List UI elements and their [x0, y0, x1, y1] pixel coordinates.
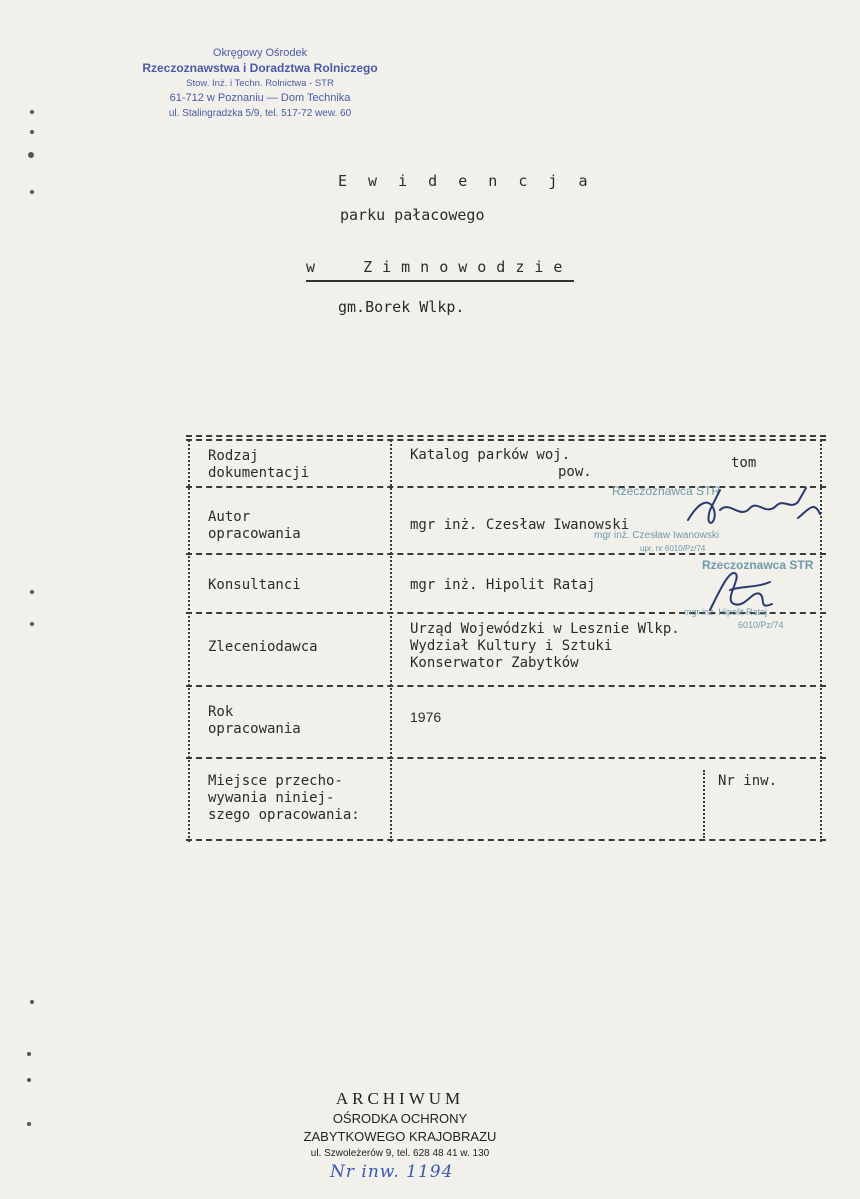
label-documentation-type: Rodzaj dokumentacji: [208, 448, 310, 481]
margin-mark: [27, 1078, 31, 1082]
stamp-line: Stow. Inż. i Techn. Rolnictwa - STR: [186, 78, 334, 89]
archive-stamp: [250, 1088, 550, 1162]
margin-mark: [30, 190, 34, 194]
archive-title: ARCHIWUM: [335, 1089, 465, 1108]
table-rule: [186, 839, 826, 841]
handwritten-inventory-number: Nr inw. 1194: [330, 1162, 454, 1182]
margin-mark: [30, 130, 34, 134]
label-commissioner: Zleceniodawca: [208, 639, 318, 655]
margin-mark: [27, 1122, 31, 1126]
value-consultants: mgr inż. Hipolit Rataj: [410, 577, 596, 593]
stamp-line: Rzeczoznawstwa i Doradztwa Rolniczego: [142, 61, 378, 75]
table-rule: [186, 553, 826, 555]
label-author: Autor opracowania: [208, 509, 301, 542]
stamp-line: ul. Stalingradzka 5/9, tel. 517-72 wew. 60: [168, 108, 352, 119]
table-divider: [188, 435, 190, 842]
margin-mark: [30, 622, 34, 626]
label-year: Rok opracowania: [208, 704, 301, 737]
table-rule: [186, 685, 826, 687]
value-author: mgr inż. Czesław Iwanowski: [410, 517, 630, 533]
table-divider: [390, 435, 392, 842]
expert-stamp-title: Rzeczoznawca STR: [612, 484, 721, 498]
margin-mark: [30, 590, 34, 594]
archive-address: ul. Szwoleżerów 9, tel. 628 48 41 w. 130: [310, 1148, 490, 1159]
label-storage-location: Miejsce przecho- wywania niniej- szego opracowania:: [208, 773, 360, 823]
value-commissioner: Urząd Wojewódzki w Lesznie Wlkp. Wydział Kultury i Sztuki Konserwator Zabytków: [410, 621, 680, 671]
expert-stamp-name-2: mgr inż. Hipolit Rataj: [684, 607, 768, 617]
archive-line: OŚRODKA OCHRONY: [332, 1111, 468, 1126]
title-underline: [306, 280, 574, 282]
table-divider: [703, 770, 705, 838]
table-rule: [186, 757, 826, 759]
expert-stamp-name: mgr inż. Czesław Iwanowski: [594, 530, 720, 541]
stamp-line: 61-712 w Poznaniu — Dom Technika: [169, 92, 351, 104]
document-subtitle: parku pałacowego: [340, 206, 485, 224]
location-title: w Zimnowodzie: [306, 258, 573, 276]
expert-stamp-number-2: 6010/Pz/74: [738, 620, 784, 630]
margin-mark: [28, 152, 34, 158]
municipality-line: gm.Borek Wlkp.: [338, 298, 465, 316]
margin-mark: [30, 1000, 34, 1004]
institution-stamp: [140, 46, 380, 121]
archive-line: ZABYTKOWEGO KRAJOBRAZU: [303, 1129, 497, 1144]
value-tom: tom: [731, 455, 757, 471]
document-title: E w i d e n c j a: [338, 172, 594, 190]
margin-mark: [30, 110, 34, 114]
value-catalog: Katalog parków woj.: [410, 447, 571, 463]
table-rule: [186, 435, 826, 437]
value-catalog-pow: pow.: [558, 464, 592, 480]
consultant-signature: [700, 560, 790, 620]
expert-stamp-number: upr. nr 6010/Pz/74: [640, 544, 706, 553]
margin-mark: [27, 1052, 31, 1056]
table-rule: [186, 439, 826, 441]
label-inventory-number: Nr inw.: [718, 773, 778, 789]
expert-stamp-title-2: Rzeczoznawca STR: [702, 558, 814, 572]
stamp-line: Okręgowy Ośrodek: [212, 47, 308, 59]
value-year: 1976: [410, 709, 442, 725]
label-consultants: Konsultanci: [208, 577, 301, 593]
author-signature: [680, 480, 830, 540]
